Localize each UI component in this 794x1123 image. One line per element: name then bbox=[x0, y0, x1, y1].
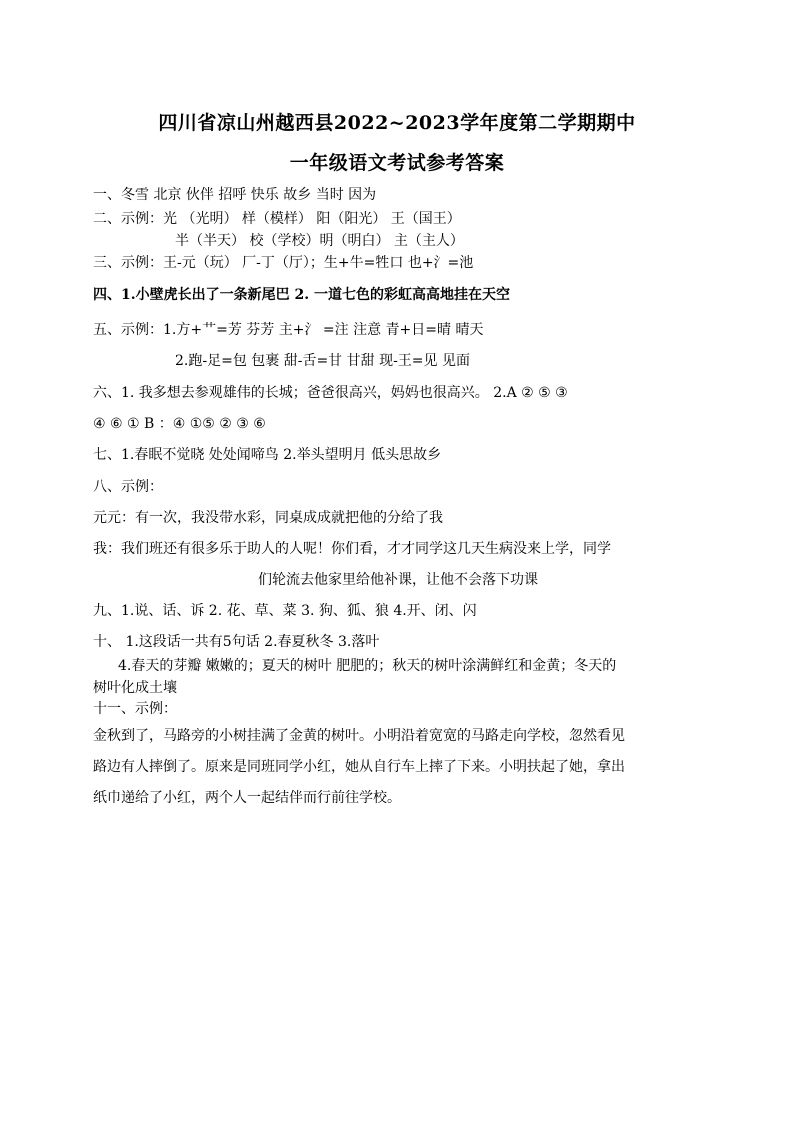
document-title: 四川省凉山州越西县2022~2023学年度第二学期期中 bbox=[158, 112, 636, 134]
answer-q6-line1: 六、1. 我多想去参观雄伟的长城；爸爸很高兴，妈妈也很高兴。 2.A ② ⑤ ③ bbox=[93, 385, 568, 401]
answer-q9: 九、1.说、话、诉 2. 花、草、菜 3. 狗、狐、狼 4.开、闭、闪 bbox=[93, 603, 477, 619]
answer-q10-line3: 树叶化成土壤 bbox=[93, 680, 177, 696]
answer-q8-line2: 我：我们班还有很多乐于助人的人呢！你们看，才才同学这几天生病没来上学，同学 bbox=[93, 541, 611, 557]
answer-q5-line1: 五、示例：1.方+艹=芳 芬芳 主+氵 =注 注意 青+日=晴 晴天 bbox=[93, 322, 484, 338]
answer-q5-line2: 2.跑-足=包 包裹 甜-舌=甘 甘甜 现-王=见 见面 bbox=[175, 353, 470, 369]
answer-q4: 四、1.小壁虎长出了一条新尾巴 2. 一道七色的彩虹高高地挂在天空 bbox=[93, 287, 510, 303]
answer-q6-line2: ④ ⑥ ① B ：④ ①⑤ ② ③ ⑥ bbox=[93, 416, 266, 432]
answer-q8-line1: 元元：有一次，我没带水彩，同桌成成就把他的分给了我 bbox=[93, 510, 443, 526]
answer-q11-line3: 纸巾递给了小红，两个人一起结伴而行前往学校。 bbox=[93, 790, 401, 806]
answer-q3: 三、示例：王-元（玩） 厂-丁（厅）；生+牛=牲口 也+氵=池 bbox=[93, 255, 474, 271]
answer-q11-line2: 路边有人摔倒了。原来是同班同学小红，她从自行车上摔了下来。小明扶起了她，拿出 bbox=[93, 759, 625, 775]
answer-q7: 七、1.春眠不觉晓 处处闻啼鸟 2.举头望明月 低头思故乡 bbox=[93, 447, 442, 463]
answer-q11-line1: 金秋到了，马路旁的小树挂满了金黄的树叶。小明沿着宽宽的马路走向学校，忽然看见 bbox=[93, 728, 625, 744]
answer-q8-heading: 八、示例： bbox=[93, 479, 163, 495]
answer-q10-line2: 4.春天的芽瓣 嫩嫩的；夏天的树叶 肥肥的；秋天的树叶涂满鲜红和金黄；冬天的 bbox=[118, 658, 617, 674]
answer-q1: 一、冬雪 北京 伙伴 招呼 快乐 故乡 当时 因为 bbox=[93, 187, 377, 203]
document-subtitle: 一年级语文考试参考答案 bbox=[289, 152, 505, 174]
answer-q10-line1: 十、 1.这段话一共有5句话 2.春夏秋冬 3.落叶 bbox=[93, 634, 380, 650]
answer-q11-heading: 十一、示例： bbox=[93, 701, 177, 717]
answer-q2-line1: 二、示例：光 （光明） 样（模样） 阳（阳光） 王（国王） bbox=[93, 211, 461, 227]
answer-q2-line2: 半（半天） 校（学校）明（明白） 主（主人） bbox=[175, 233, 464, 249]
answer-q8-line3: 们轮流去他家里给他补课，让他不会落下功课 bbox=[258, 572, 538, 588]
